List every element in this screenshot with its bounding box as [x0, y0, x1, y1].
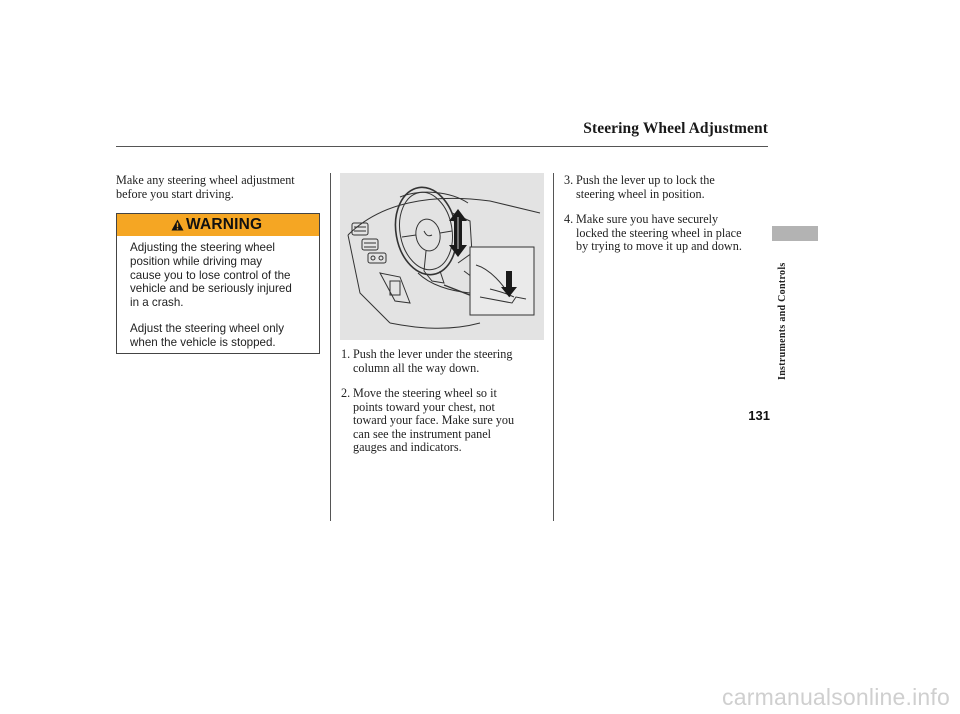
- step-number: 1.: [341, 347, 351, 361]
- step-line: locked the steering wheel in place: [576, 225, 742, 240]
- step-1: [341, 348, 551, 376]
- step-2: [341, 387, 551, 457]
- watermark: carmanualsonline.info: [722, 684, 950, 710]
- warning-line: Adjusting the steering wheel: [130, 241, 276, 254]
- warning-header: [117, 214, 319, 236]
- step-3: [564, 174, 774, 202]
- steering-illustration: [340, 173, 544, 340]
- step-line: Push the lever under the steering: [353, 347, 513, 361]
- step-number: 3.: [564, 173, 574, 187]
- warning-line: Adjust the steering wheel only: [130, 322, 285, 335]
- step-line: toward your face. Make sure you: [353, 413, 515, 428]
- warning-line: when the vehicle is stopped.: [130, 335, 276, 349]
- intro-text: [116, 174, 328, 201]
- step-number: 4.: [564, 212, 574, 226]
- step-line: by trying to move it up and down.: [576, 239, 742, 254]
- warning-line: in a crash.: [130, 296, 184, 310]
- step-line: steering wheel in position.: [576, 186, 705, 201]
- warning-paragraph-1: [130, 241, 292, 310]
- warning-label: WARNING: [186, 216, 263, 233]
- section-label: Instruments and Controls: [777, 262, 788, 380]
- warning-triangle-icon: [171, 219, 184, 231]
- step-4: [564, 213, 774, 255]
- warning-line: position while driving may: [130, 254, 263, 268]
- page-title: Steering Wheel Adjustment: [583, 120, 768, 137]
- warning-paragraph-2: [130, 322, 284, 350]
- warning-line: vehicle and be seriously injured: [130, 282, 292, 296]
- step-line: can see the instrument panel: [353, 426, 492, 441]
- step-line: gauges and indicators.: [353, 440, 462, 455]
- warning-line: cause you to lose control of the: [130, 268, 291, 282]
- step-line: Push the lever up to lock the: [576, 173, 715, 187]
- step-line: points toward your chest, not: [353, 399, 495, 414]
- header-rule: [116, 146, 768, 147]
- steering-wheel-lever-illustration: [340, 173, 544, 340]
- column-divider-right: [553, 173, 554, 521]
- column-divider-left: [330, 173, 331, 521]
- warning-box: [116, 213, 320, 354]
- intro-line: before you start driving.: [116, 186, 234, 201]
- step-line: column all the way down.: [353, 360, 480, 375]
- section-tab: [772, 226, 818, 241]
- step-line: Move the steering wheel so it: [353, 386, 497, 400]
- page-number: 131: [748, 408, 770, 423]
- intro-line: Make any steering wheel adjustment: [116, 173, 295, 187]
- step-line: Make sure you have securely: [576, 212, 719, 226]
- step-number: 2.: [341, 386, 351, 400]
